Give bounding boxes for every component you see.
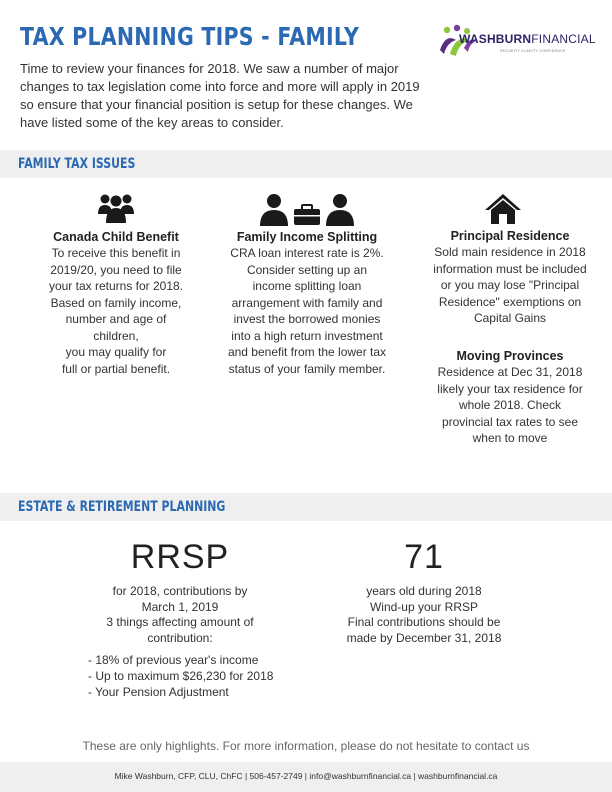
footer-contact: Mike Washburn, CFP, CLU, ChFC | 506-457-2749 | info@washburnfinancial.ca | washburnfinancial.ca [114, 771, 498, 781]
ccb-line: you may qualify for [65, 345, 167, 359]
moving-provinces [415, 348, 605, 447]
rrsp-heading: RRSP [130, 538, 230, 576]
moving-line: provincial tax rates to see [441, 414, 579, 429]
moving-line: whole 2018. Check [458, 398, 562, 412]
section-heading: FAMILY TAX ISSUES [18, 156, 136, 172]
age-line: Final contributions should be [347, 615, 501, 629]
house-icon [484, 193, 522, 225]
fis-line: and benefit from the lower tax [227, 345, 387, 359]
moving-line: when to move [472, 431, 548, 445]
rrsp-details [95, 584, 265, 646]
list-item: - Up to maximum $26,230 for 2018 [88, 669, 274, 683]
rrsp-bullet-list [88, 652, 273, 700]
section-heading: ESTATE & RETIREMENT PLANNING [18, 499, 226, 515]
list-item: - Your Pension Adjustment [88, 685, 229, 699]
fis-line: into a high return investment [231, 328, 383, 343]
ccb-line: 2019/20, you need to file [50, 262, 182, 277]
fis-line: status of your family member. [228, 361, 386, 376]
principal-residence [415, 228, 605, 327]
residence-line: information must be included [433, 261, 587, 276]
residence-line: or you may lose "Principal [440, 278, 580, 292]
fis-title: Family Income Splitting [236, 230, 378, 244]
age-details [334, 584, 514, 646]
ccb-line: children, [93, 328, 139, 343]
ccb-line: To receive this benefit in [51, 246, 181, 260]
family-splitting-icon [258, 193, 356, 226]
rrsp-line: 3 things affecting amount of [106, 615, 254, 629]
logo-tagline: SECURITY CLARITY CONFIDENCE [500, 49, 566, 53]
age-heading: 71 [404, 538, 444, 576]
residence-line: Residence" exemptions on [438, 294, 582, 309]
group-icon [97, 192, 135, 224]
canada-child-benefit [30, 229, 202, 377]
intro-paragraph: Time to review your finances for 2018. We saw a number of major changes to tax legislation come into force and more will apply in 2019 so ensure that your financial position is setup for these changes. We have listed some of the key areas to consider. [20, 61, 420, 130]
section-band-family [0, 150, 612, 178]
rrsp-line: contribution: [147, 630, 213, 645]
logo-wordmark: WASHBURNFINANCIAL [459, 32, 596, 46]
ccb-title: Canada Child Benefit [53, 230, 179, 244]
rrsp-line: for 2018, contributions by [112, 584, 248, 598]
rrsp-line: March 1, 2019 [141, 599, 219, 614]
residence-title: Principal Residence [450, 229, 570, 243]
residence-line: Sold main residence in 2018 [434, 245, 586, 259]
closing-note: These are only highlights. For more information, please do not hesitate to contact us [82, 739, 530, 753]
list-item: - 18% of previous year's income [88, 653, 259, 667]
residence-line: Capital Gains [473, 311, 547, 325]
page-title: TAX PLANNING TIPS - FAMILY [20, 22, 360, 51]
washburn-logo [438, 24, 598, 60]
family-income-splitting [212, 229, 402, 377]
fis-line: Consider setting up an [246, 262, 368, 277]
age-line: years old during 2018 [366, 584, 482, 598]
age-line: made by December 31, 2018 [346, 630, 502, 645]
moving-title: Moving Provinces [456, 349, 564, 363]
fis-line: income splitting loan [252, 279, 362, 293]
section-band-estate [0, 493, 612, 521]
fis-line: arrangement with family and [231, 295, 383, 310]
ccb-line: number and age of [65, 312, 167, 326]
footer-bar [0, 762, 612, 792]
moving-line: Residence at Dec 31, 2018 [437, 365, 583, 379]
ccb-line: Based on family income, [50, 295, 182, 310]
age-line: Wind-up your RRSP [369, 599, 479, 614]
fis-line: invest the borrowed monies [233, 312, 381, 326]
moving-line: likely your tax residence for [437, 381, 583, 396]
ccb-line: full or partial benefit. [61, 361, 171, 376]
fis-line: CRA loan interest rate is 2%. [230, 246, 384, 260]
ccb-line: your tax returns for 2018. [48, 279, 184, 293]
